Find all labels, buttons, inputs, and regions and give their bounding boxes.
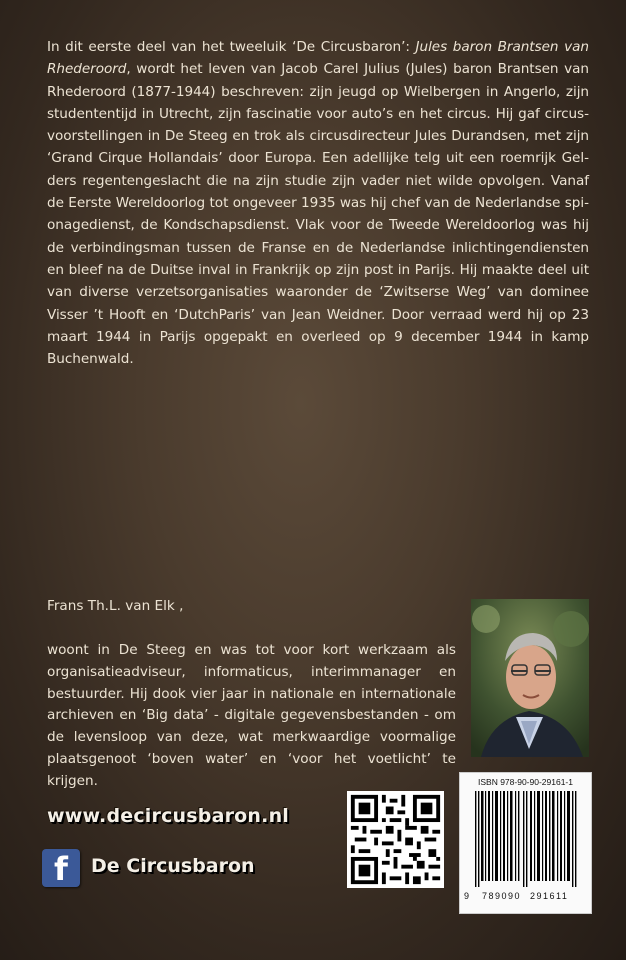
ean-first-digit: 9 — [464, 891, 470, 901]
facebook-page-name[interactable]: De Circusbaron — [91, 855, 255, 877]
website-link[interactable]: www.decircusbaron.nl — [47, 805, 290, 827]
facebook-icon[interactable] — [42, 849, 80, 887]
facebook-f-glyph: f — [54, 850, 68, 888]
qr-code[interactable] — [347, 791, 444, 888]
ean-left-group: 789090 — [482, 891, 522, 901]
book-blurb — [47, 36, 589, 370]
ean-right-group: 291611 — [530, 891, 569, 901]
blurb-body: , wordt het leven van Jacob Carel Julius (Jules) baron Brantsen van Rhederoord (1877-1944) beschreven: zijn jeugd op Wielbergen in Angerlo, zijn studententijd in Utrecht, zijn fascinatie voor auto’s en het circus. Hij gaf circusvoorstellingen in De Steeg en trok als circusdirecteur Jules Durandsen, met zijn ‘Grand Cirque Hollandais’ door Europa. Een adellijke telg uit een roemrijk Gelders regentengeslacht die na zijn studie zijn vader niet wilde opvolgen. Vanaf de Eerste Wereldoorlog tot ongeveer 1935 was hij chef van de Nederlandse spionagedienst, de Kondschapsdienst. Vlak voor de Tweede Wereldoorlog was hij de verbindingsman tussen de Franse en de Nederlandse inlichtingendiensten en bleef na de Duitse inval in Frankrijk op zijn post in Parijs. Hij maakte deel uit van diverse verzetsorganisaties waaronder de ‘Zwitserse Weg’ van dominee Visser ’t Hooft en ‘DutchParis’ van Jean Weidner. Door verraad werd hij op 23 maart 1944 in Parijs opgepakt en overleed op 9 december 1944 in kamp Buchenwald. — [47, 61, 589, 368]
blurb-intro: In dit eerste deel van het tweeluik ‘De Circusbaron’: — [47, 39, 416, 55]
author-photo — [471, 599, 589, 757]
author-bio: woont in De Steeg en was tot voor kort werkzaam als organisatieadviseur, informaticus, interimmanager en bestuurder. Hij dook vier jaar in nationale en internationale archieven en ‘Big data’ - digitale gegevensbestanden - om de levensloop van deze, wat merkwaardige voormalige plaatsgenoot ‘boven water’ en ‘voor het voetlicht’ te krijgen. — [47, 642, 456, 789]
author-portrait-image — [471, 599, 589, 757]
barcode-bars — [467, 791, 584, 887]
isbn-label: ISBN 978-90-90-29161-1 — [478, 777, 573, 787]
author-name: Frans Th.L. van Elk , — [47, 598, 184, 614]
qr-code-icon — [347, 791, 444, 888]
blurb-book-title: Jules baron Brantsen van Rhederoord — [47, 39, 589, 78]
isbn-barcode — [459, 772, 592, 914]
